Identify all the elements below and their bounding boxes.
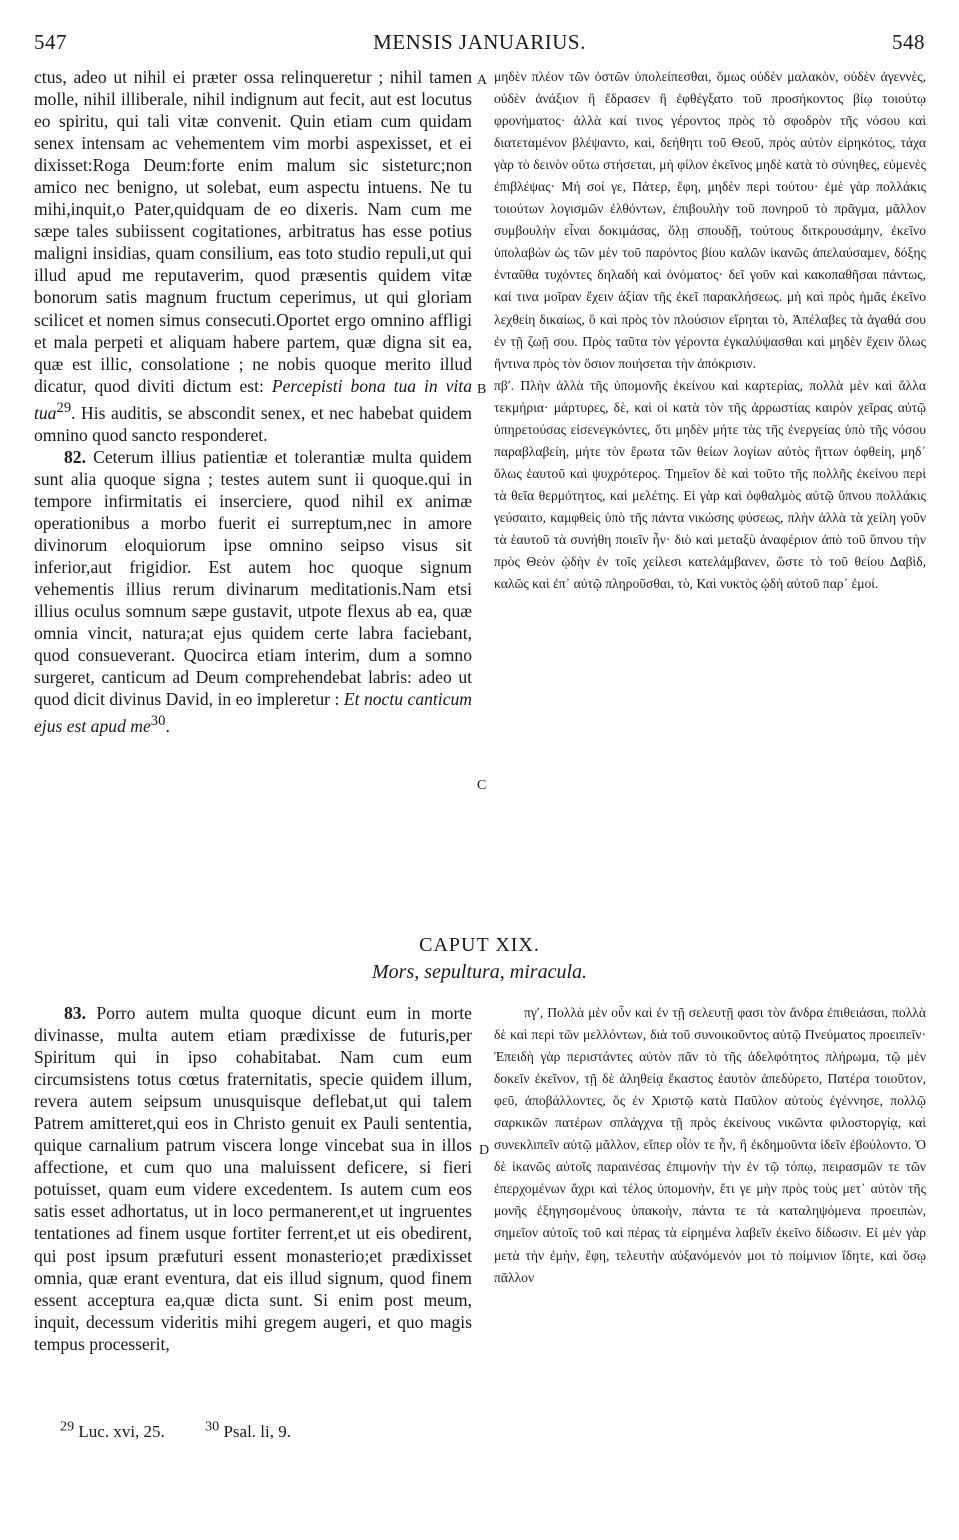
latin-column-bottom <box>34 1002 472 1355</box>
greek-paragraph-81: μηδὲν πλέον τῶν ὀστῶν ὑπολείπεσθαι, ὅμως οὐδὲν μαλακὸν, οὐδὲν ἀγεννὲς, οὐδὲν ἀνάξιον ἢ ἔδρασεν ἢ ἐφθέγξατο τοῦ προσήκοντος βίῳ τοιούτῳ φρονήματος· ἀλλὰ καί τινος γέροντος πρὸς τὸ σφοδρὸν τῆς νόσου καὶ διατεταμένον βλέψαντο, καὶ, δεήθητι τοῦ Θεοῦ, πρὸς αὐτὸν εἰρηκότος, τάχα γὰρ τὸ δεινὸν οὕτω στήσεται, μὴ φίλον ἐκεῖνος μηδὲ κατὰ τὸ σύνηθες, εὐμενὲς ἐπιβλέψας· Μή σοί γε, Πάτερ, ἔφη, μηδὲν περὶ τούτου· ἐμὲ γὰρ πολλάκις τοιούτων λογισμῶν ἐλθόντων, ἐπιβουλὴν τοῦ πονηροῦ τὸ πρᾶγμα, μᾶλλον συμβουλὴν εἶναι δοκιμάσας, ὅλῃ σπουδῇ, τούτους διτκρουσάμην, ἐκεῖνο ὑπολαβὼν ὡς τῶν μὲν τοῦ παρόντος βίου καλῶν ἱκανῶς ἀπελαύσαμεν, δόξης ἐνταῦθα τυχόντες δηλαδὴ καὶ ὀνόματος· δεῖ γοῦν καὶ κακοπαθῆσαι πάντως, καί τινα μοῖραν ἔχειν ἀξίαν τῆς ἐκεῖ παρακλήσεως. μὴ καὶ πρὸς ἡμᾶς ἐκεῖνο λεχθείη δικαίως, ὃ καὶ πρὸς τὸν πλούσιον εἴρηται τὸ, Ἀπέλαβες τὰ ἀγαθά σου ἐν τῇ ζωῇ σου. Πρὸς ταῦτα τὸν γέροντα ἐγκαλύψασθαι καὶ μηδὲν ἔχειν ὅλως ἥντινα πρὸς τὸν ὅσιον ποιήσεται τὴν ἀπόκρισιν. <box>494 69 926 371</box>
latin-paragraph-82 <box>34 446 472 737</box>
greek-paragraph-82 <box>494 375 926 595</box>
footnote-number: 29 <box>60 1418 75 1434</box>
greek-column-bottom <box>494 1002 926 1289</box>
paragraph-number: 82. <box>64 446 86 467</box>
paragraph-number: 83. <box>64 1003 86 1023</box>
greek-paragraph-83 <box>494 1002 926 1289</box>
footnote-29 <box>60 1418 165 1441</box>
footnote-ref: 30 <box>150 713 166 730</box>
latin-text: . His auditis, se abscondit senex, et nec habebat quidem omnino quod sancto responderet. <box>34 402 472 445</box>
footnote-number: 30 <box>205 1418 220 1434</box>
running-title: MENSIS JANUARIUS. <box>373 30 586 54</box>
paragraph-number: πβʹ. <box>494 377 515 393</box>
scripture-quote: Et noctu canticum ejus est apud me <box>34 689 473 737</box>
footnote-ref: 29 <box>56 399 72 416</box>
greek-text: Πλὴν ἀλλὰ τῆς ὑπομονῆς ἐκείνου καὶ καρτερίας, πολλὰ μὲν καὶ ἄλλα τεκμήρια· μάρτυρες, δὲ, καὶ οἱ κατὰ τὸν τῆς ἀρρωστίας καιρὸν χεῖρας αὐτῷ ὑπηρετούσας εἰσενεγκόντες, ὅτι μηδὲν μήτε τὰς τῆς ἐνεργείας ὑπὸ τῆς νόσου παραβλαβείη, μήτε τὸν ἔρωτα τῶν θείων λογίων αὐτὸς ἥττων ὀφθείη, μηδ᾽ ὅλως ἑαυτοῦ καὶ ψυχρότερος. Τημεῖον δὲ καὶ τοῦτο τῆς πολλῆς ἐκείνου περὶ τὰ θεῖα θερμότητος, καὶ μελέτης. Εἰ γὰρ καὶ ὀφθαλμὸς αὐτῷ ὕπνου πολλάκις γεύσαιτο, καμφθεὶς ὑπὸ τῆς πάντα νικώσης φύσεως, πλὴν ἀλλὰ τὰ χείλη γοῦν τὰ ἑαυτοῦ τὰ συνήθη ποιεῖν ἦν· διὸ καὶ μεταξὺ ἀναφέριον ἀπὸ τοῦ ὕπνου τὴν πρὸς Θεὸν ᾠδὴν ἐν τοῖς χείλεσι κατελάμβανεν, ὥστε τὸ τοῦ θείου Δαβὶδ, καλῶς καὶ ἐπ᾽ αὐτῷ πληροῦσθαι, τὸ, Καὶ νυκτὸς ᾠδὴ αὐτοῦ παρ᾽ ἐμοί. <box>494 377 926 592</box>
footnote-reference: Psal. li, 9. <box>223 1421 292 1441</box>
latin-text: . <box>165 716 170 737</box>
latin-column-top <box>34 66 472 737</box>
latin-text: Porro autem multa quoque dicunt eum in morte divinasse, multa autem etiam prædixisse de futuris,per Spiritum qui in ipso cohabitabat. Nam cum eum circumsistens totus cœtus fraternitatis, specie quidem illum, revera autem seipsum unusquisque deflebat,ut qui talem Patrem amitteret,qui eos in Christo genuit ex Pauli sententia, quique carnalium patrum viscera longe vincebat sua in illos affectione, et cum quo una maluissent deficere, si fieri potuisset, quam eum videre excedentem. Is autem cum eos satis esset adhortatus, ut in loco permanerent,et ut ingruentes tentationes ad finem usque fortiter ferrent,et ut eis obedirent, qui post ipsum præfuturi essent monasterio;et prædixisset omnia, quæ erant eventura, dat eis illud signum, quod finem essent acceptura ea,quæ dicta sunt. Si enim post meum, inquit, decessum videritis mihi gregem augeri, et quo magis tempus processerit, <box>34 1003 472 1354</box>
margin-marker-b: B <box>477 382 487 397</box>
footnote-30 <box>205 1418 292 1441</box>
greek-text: Πολλὰ μὲν οὖν καὶ ἐν τῇ σελευτῇ φασι τὸν ἄνδρα ἐπιθειάσαι, πολλὰ δὲ καὶ περὶ τῶν μελλόντων, διὰ τοῦ συνοικοῦντος αὐτῷ Πνεύματος προειπεῖν· Ἐπειδὴ γὰρ περιστάντες αὐτὸν πᾶν τὸ τῆς ἀδελφότητος πλήρωμα, τῷ μὲν δοκεῖν ἐκεῖνον, τῇ δὲ ἀληθείᾳ ἕκαστος ἑαυτὸν ἀπεδύρετο, Πατέρα τοιοῦτον, φεῦ, ἀποβάλλοντες, ὅς ἐν Χριστῷ κατὰ Παῦλον αὐτοὺς ἐγέννησε, πολλῷ σαρκικῶν πατέρων σπλάγχνα τῇ πρὸς ἐκείνους νικῶντα φιλοστοργίᾳ, καὶ συνεκλιπεῖν αὐτῷ μᾶλλον, εἴπερ οἷόν τε ἦν, ἢ ἐκδημοῦντα ἰδεῖν ἐβούλοντο. Ὁ δὲ ἱκανῶς αὐτοῖς παραινέσας ἐπιμονὴν τὴν ἐν τῷ τόπῳ, πειρασμῶν τε τῶν ἐπερχομένων ἄχρι καὶ τέλος ὑπομονὴν, ἔτι γε μὴν πρὸς τοὺς μετ᾽ αὐτὸν τῆς μονῆς ἐξηγησομένους ὑπακοὴν, πάντα τε τὰ καταληψόμενα προειπὼν, σημεῖον αὐτοῖς τοῦ καὶ πέρας τὰ εἰρημένα λαβεῖν ἐκεῖνο δίδωσιν. Εἰ μὲν γὰρ μετὰ τὴν ἐμὴν, ἔφη, τελευτὴν αὐξανόμενόν μοι τὸ ποίμνιον ἴδητε, καὶ ὅσῳ πᾶλλον <box>494 1005 926 1285</box>
footnotes <box>60 1418 327 1442</box>
paragraph-number: πγʹ, <box>524 1005 544 1020</box>
latin-text: ctus, adeo ut nihil ei præter ossa relinqueretur ; nihil tamen molle, nihil illiberale, nihil indignum aut fecit, aut est locutus eo spiritu, qui tali vitæ convenit. Quin etiam cum quidam senex intensam ac vehementem vim morbi aspexisset, et ei dixisset:Roga Deum:forte enim malum sic sisteturc;non amico nec benigno, ut solebat, eum aspectu intuens. Ne tu mihi,inquit,o Pater,quidquam de eo dixeris. Nam cum me sæpe tales subiissent cogitationes, arbitratus has esse potius maligni insidias, quam consilium, eas toto studio repuli,ut qui illud apud me reputaverim, quod præsentis quidem vitæ bonorum satis magnum fructum ceperimus, ut qui gloriam scilicet et nomen simus consecuti.Oportet ergo omnino affligi et mala perpeti et aliquam habere partem, quæ digna sit ea, quæ est illic, consolatione ; ne nobis quoque merito illud dicatur, quod diviti dictum est: <box>34 67 472 396</box>
latin-text: Ceterum illius patientiæ et tolerantiæ multa quidem sunt alia quoque signa ; testes autem sunt ii quoque.qui in tempore infirmitatis ei inserciere, quod nihil ex animæ operationibus a morbo fuerit ei surreptum,nec in amore divinorum eloquiorum ipse omnino seipso visus sit inferior,aut frigidior. Est autem hoc quoque signum vehementis illius rerum divinarum meditationis.Nam etsi illius oculus somnum sæpe gustavit, utpote flexus ab ea, quæ omnia vincit, natura;at ejus quidem certe labra faciebant, quod consueverant. Quocirca etiam interim, dum a somno surgeret, canticum ad Deum comprehendebat labris: adeo ut quod dicit divinus David, in eo impleretur : <box>34 446 472 710</box>
chapter-subheading: Mors, sepultura, miracula. <box>372 961 587 983</box>
scripture-quote: Percepisti bona tua in vita tua <box>34 375 472 423</box>
greek-column-top <box>494 66 926 595</box>
right-page-number: 548 <box>892 30 925 54</box>
chapter-heading: CAPUT XIX. <box>419 934 540 956</box>
latin-paragraph-83 <box>34 1002 472 1355</box>
margin-marker-a: A <box>477 73 488 88</box>
left-page-number: 547 <box>34 30 67 54</box>
margin-marker-d: D <box>479 1143 490 1158</box>
margin-marker-c: C <box>477 778 487 793</box>
footnote-reference: Luc. xvi, 25. <box>78 1421 165 1441</box>
latin-paragraph-81 <box>34 66 472 446</box>
